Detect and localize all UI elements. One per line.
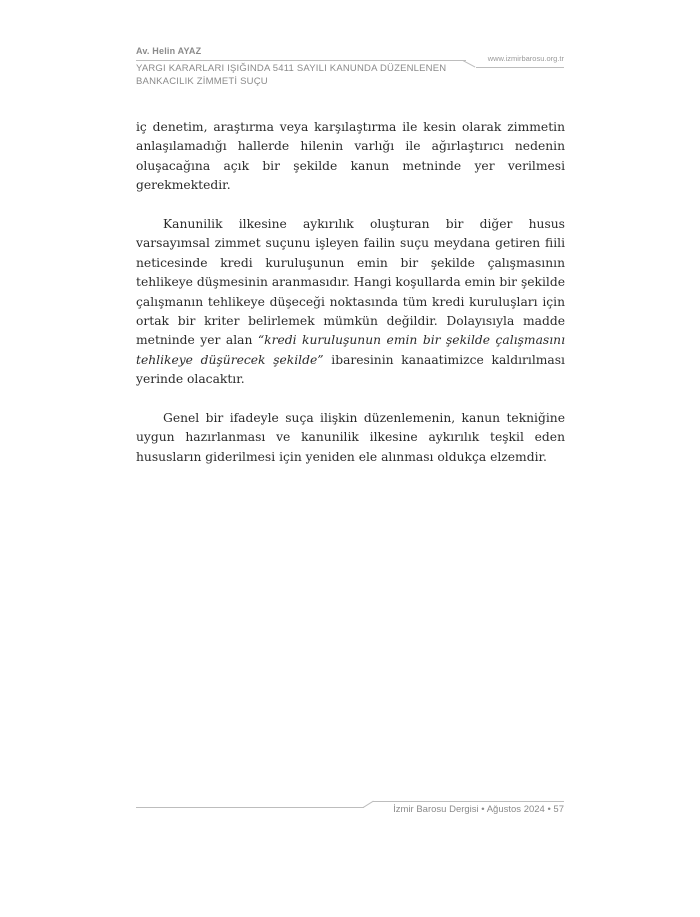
paragraph-3: Genel bir ifadeyle suça ilişkin düzenlemenin, kanun tekniğine uygun hazırlanması ve kanunilik ilkesine aykırılık teşkil eden hususların giderilmesi için yeniden ele alınması oldukça elzemdir. bbox=[136, 411, 565, 464]
footer-divider bbox=[136, 807, 364, 808]
header-author: Av. Helin AYAZ bbox=[136, 46, 202, 56]
article-body bbox=[136, 118, 565, 487]
footer-divider-right bbox=[373, 801, 564, 802]
paragraph-2-end: ibaresinin kanaatimizce kaldırılması yerinde olacaktır. bbox=[136, 352, 565, 387]
header-url-link[interactable]: www.izmirbarosu.org.tr bbox=[487, 54, 564, 63]
paragraph-2 bbox=[136, 215, 565, 390]
header-divider bbox=[136, 60, 466, 61]
paragraph-2-start: Kanunilik ilkesine aykırılık oluşturan bir diğer husus varsayımsal zimmet suçunu işleyen failin suçu meydana getiren fiili neticesinde kredi kuruluşunun emin bir şekilde çalışmasının tehlikeye düşmesinin aranmasıdır. Hangi koşullarda emin bir şekilde çalışmanın tehlikeye düşeceği noktasında tüm kredi kuruluşları için ortak bir kriter belirlemek mümkün değildir. Dolayısıyla madde metninde yer alan bbox=[136, 217, 565, 348]
paragraph-1: iç denetim, araştırma veya karşılaştırma ile kesin olarak zimmetin anlaşılamadığı hallerde hilenin varlığı ile ağırlaştırıcı nedenin oluşacağına açık bir şekilde kanun metninde yer verilmesi gerekmektedir. bbox=[136, 120, 565, 193]
paragraph-2-quote: “kredi kuruluşunun emin bir şekilde çalışmasını tehlikeye düşürecek şekilde” bbox=[136, 333, 565, 367]
footer-journal-page: İzmir Barosu Dergisi • Ağustos 2024 • 57 bbox=[393, 804, 564, 815]
running-title-line1: YARGI KARARLARI IŞIĞINDA 5411 SAYILI KANUNDA DÜZENLENEN bbox=[136, 63, 447, 74]
running-title-line2: BANKACILIK ZİMMETİ SUÇU bbox=[136, 76, 268, 87]
running-title bbox=[136, 62, 466, 88]
header-divider-right bbox=[476, 67, 564, 68]
